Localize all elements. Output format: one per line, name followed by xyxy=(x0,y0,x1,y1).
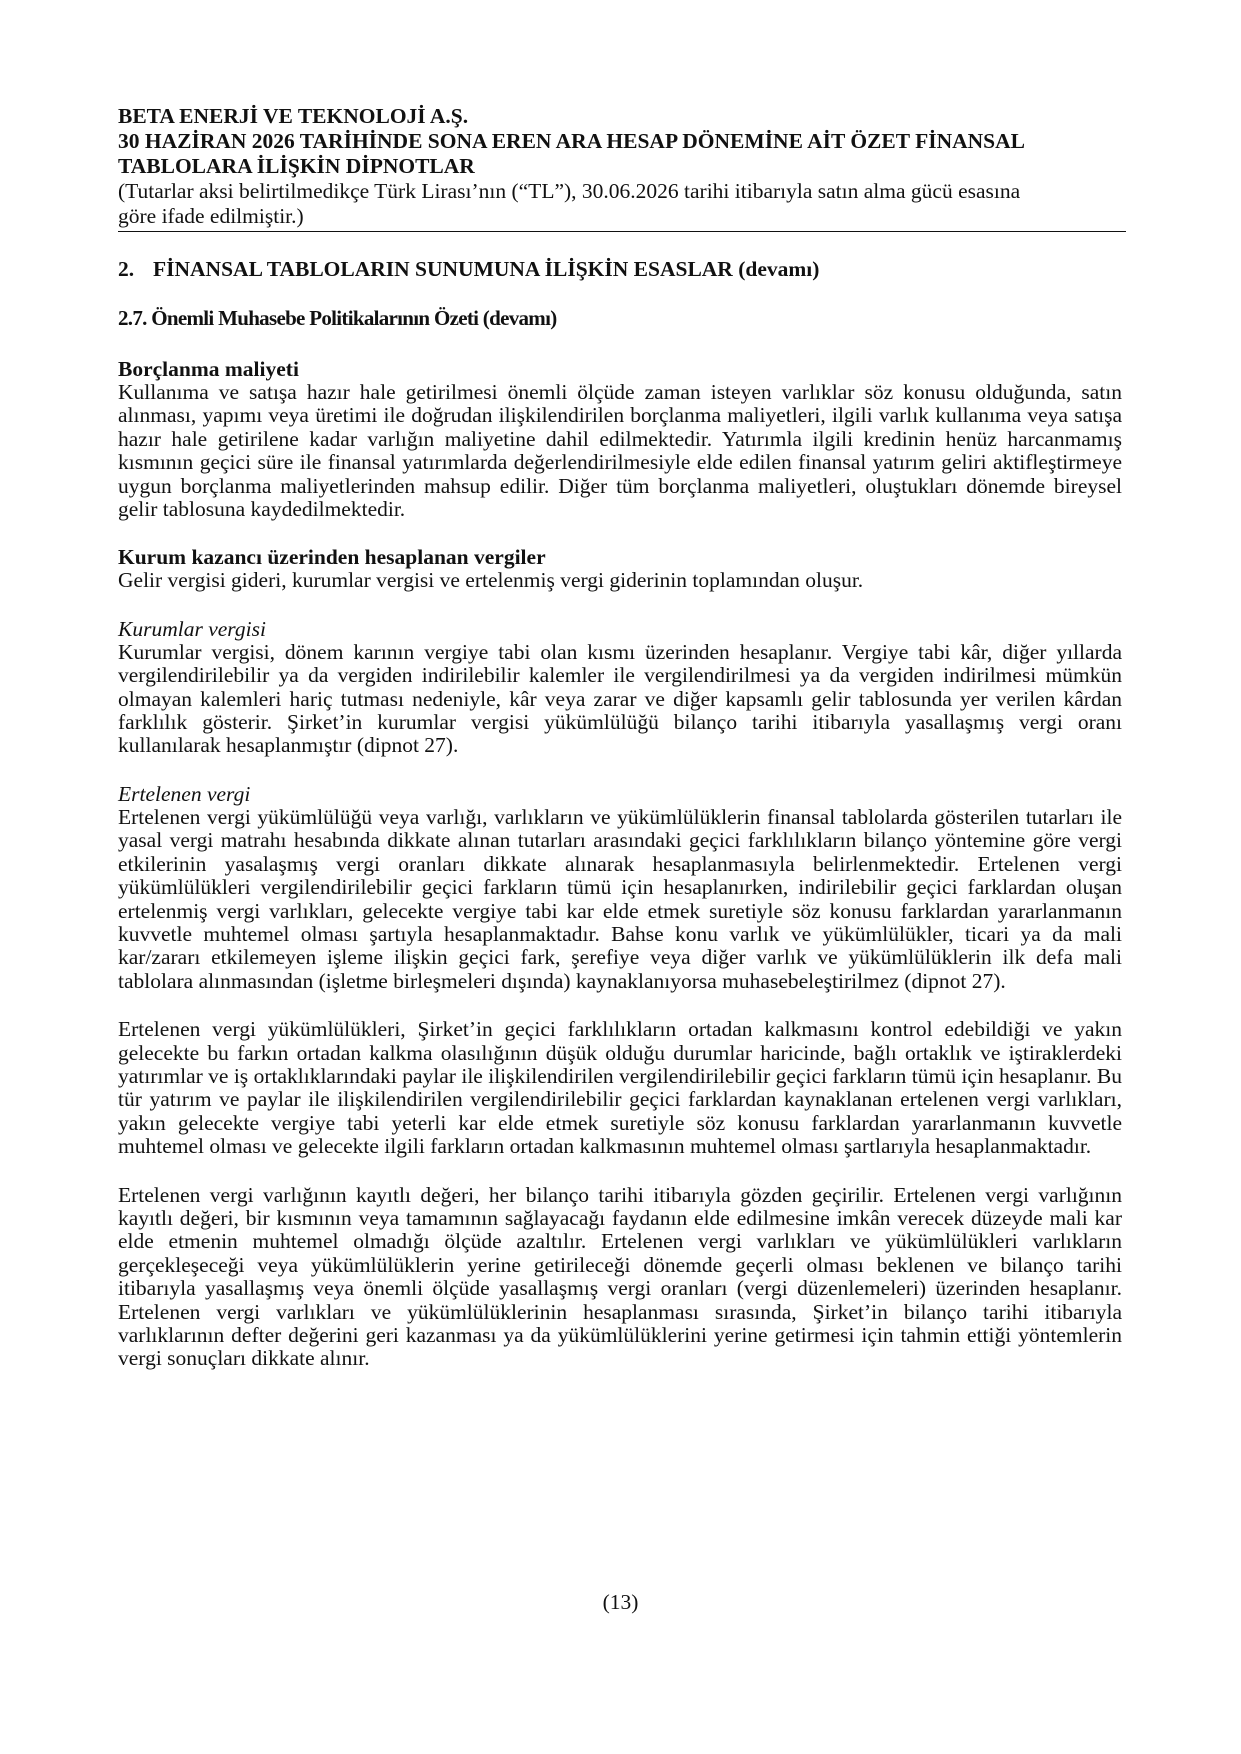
deferred-tax-paragraph-1: Ertelenen vergi yükümlülüğü veya varlığı, varlıkların ve yükümlülüklerin finansal tablolarda gösterilen tutarları ile yasal vergi matrahı hesabında dikkate alınan tutarları arasındaki geçici farklılıkların bilanço yöntemine göre vergi etkilerinin yasalaşmış vergi oranları dikkate alınarak hesaplanmasıyla belirlenmektedir. Ertelenen vergi yükümlülükleri vergilendirilebilir geçici farkların tümü için hesaplanırken, indirilebilir geçici farklardan oluşan ertelenmiş vergi varlıkları, gelecekte vergiye tabi kar elde etmek suretiyle söz konusu farklardan yararlanmanın kuvvetle muhtemel olması şartıyla hesaplanmaktadır. Bahse konu varlık ve yükümlülükler, ticari ya da mali kar/zararı etkilemeyen işleme ilişkin geçici fark, şerefiye veya diğer varlık ve yükümlülüklerin ilk defa mali tablolara alınmasından (işletme birleşmeleri dışında) kaynaklanıyorsa muhasebeleştirilmez (dipnot 27). xyxy=(118,804,1122,993)
section-title: FİNANSAL TABLOLARIN SUNUMUNA İLİŞKİN ESASLAR (devamı) xyxy=(153,257,820,281)
income-tax-paragraph: Gelir vergisi gideri, kurumlar vergisi ve ertelenmiş vergi giderinin toplamından oluşur. xyxy=(118,568,864,593)
currency-note-line-2: göre ifade edilmiştir.) xyxy=(118,204,304,228)
deferred-tax-block-3 xyxy=(118,1184,1122,1371)
borrowing-cost-block xyxy=(118,358,1122,521)
report-title-line-2: TABLOLARA İLİŞKİN DİPNOTLAR xyxy=(118,154,475,178)
section-number: 2. xyxy=(118,257,135,281)
document-page xyxy=(118,104,1122,1371)
deferred-tax-block xyxy=(118,783,1122,993)
report-title-line-1: 30 HAZİRAN 2026 TARİHİNDE SONA EREN ARA HESAP DÖNEMİNE AİT ÖZET FİNANSAL xyxy=(118,129,1025,153)
borrowing-cost-paragraph: Kullanıma ve satışa hazır hale getirilmesi önemli ölçüde zaman isteyen varlıklar söz konusu olduğunda, satın alınması, yapımı veya üretimi ile doğrudan ilişkilendirilen borçlanma maliyetleri, ilgili varlık kullanıma veya satışa hazır hale getirilene kadar varlığın maliyetine dahil edilmektedir. Yatırımla ilgili kredinin henüz harcanmamış kısmının geçici süre ile finansal yatırımlarda değerlendirilmesiyle elde edilen finansal yatırım geliri aktifleştirmeye uygun borçlanma maliyetlerinden mahsup edilir. Diğer tüm borçlanma maliyetleri, oluştukları dönemde bireysel gelir tablosuna kaydedilmektedir. xyxy=(118,380,1122,522)
deferred-tax-paragraph-2: Ertelenen vergi yükümlülükleri, Şirket’in geçici farklılıkların ortadan kalkmasını kontrol edebildiği ve yakın gelecekte bu farkın ortadan kalkma olasılığının düşük olduğu durumlar haricinde, bağlı ortaklık ve iştiraklerdeki yatırımlar ve iş ortaklıklarındaki paylar ile ilişkilendirilen vergilendirilebilir geçici farkların tümü için hesaplanır. Bu tür yatırım ve paylar ile ilişkilendirilen vergilendirilebilir geçici farklardan kaynaklanan ertelenen vergi varlıkları, yakın gelecekte vergiye tabi yeterli kar elde etmek suretiyle söz konusu farklardan yararlanmanın kuvvetle muhtemel olması ve gelecekte ilgili farkların ortadan kalkmasının muhtemel olması şartlarıyla hesaplanmaktadır. xyxy=(118,1017,1122,1159)
corporate-tax-paragraph: Kurumlar vergisi, dönem karının vergiye tabi olan kısmı üzerinden hesaplanır. Vergiye tabi kâr, diğer yıllarda vergilendirilebilir ya da vergiden indirilebilir kalemler ile vergilendirilmesi ya da vergiden indirilmesi mümkün olmayan kalemleri hariç tutması nedeniyle, kâr veya zarar ve diğer kapsamlı gelir tablosunda yer verilen kârdan farklılık gösterir. Şirket’in kurumlar vergisi yükümlülüğü bilanço tarihi itibarıyla yasallaşmış vergi oranı kullanılarak hesaplanmıştır (dipnot 27). xyxy=(118,639,1122,758)
currency-note-line-1: (Tutarlar aksi belirtilmedikçe Türk Lirası’nın (“TL”), 30.06.2026 tarihi itibarıyla satın alma gücü esasına xyxy=(118,179,1021,203)
borrowing-cost-heading: Borçlanma maliyeti xyxy=(118,357,299,381)
company-name: BETA ENERJİ VE TEKNOLOJİ A.Ş. xyxy=(118,104,469,128)
corporate-tax-heading: Kurumlar vergisi xyxy=(118,616,266,641)
deferred-tax-heading: Ertelenen vergi xyxy=(118,781,251,806)
subsection-heading: 2.7. Önemli Muhasebe Politikalarının Özeti (devamı) xyxy=(118,306,557,330)
income-tax-block xyxy=(118,546,1122,592)
income-tax-heading: Kurum kazancı üzerinden hesaplanan vergiler xyxy=(118,545,546,570)
section-heading xyxy=(118,257,1122,282)
deferred-tax-paragraph-3: Ertelenen vergi varlığının kayıtlı değeri, her bilanço tarihi itibarıyla gözden geçirilir. Ertelenen vergi varlığının kayıtlı değeri, bir kısmının veya tamamının sağlayacağı faydanın elde edilmesine imkân verecek düzeyde mali kar elde etmenin muhtemel olmadığı ölçüde azaltılır. Ertelenen vergi varlıkları ve yükümlülükleri varlıkların gerçekleşeceği veya yükümlülüklerin yerine getirileceği dönemde geçerli olması beklenen ve bilanço tarihi itibarıyla yasallaşmış veya önemli ölçüde yasallaşmış vergi oranları (vergi düzenlemeleri) üzerinden hesaplanır. Ertelenen vergi varlıkları ve yükümlülüklerinin hesaplanması sırasında, Şirket’in bilanço tarihi itibarıyla varlıklarının defter değerini geri kazanması ya da yükümlülüklerini yerine getirmesi için tahmin ettiği yöntemlerin vergi sonuçları dikkate alınır. xyxy=(118,1182,1122,1371)
header-divider xyxy=(118,231,1126,232)
corporate-tax-block xyxy=(118,618,1122,758)
document-header xyxy=(118,104,1122,229)
page-number: (13) xyxy=(602,1590,639,1614)
deferred-tax-block-2 xyxy=(118,1018,1122,1158)
